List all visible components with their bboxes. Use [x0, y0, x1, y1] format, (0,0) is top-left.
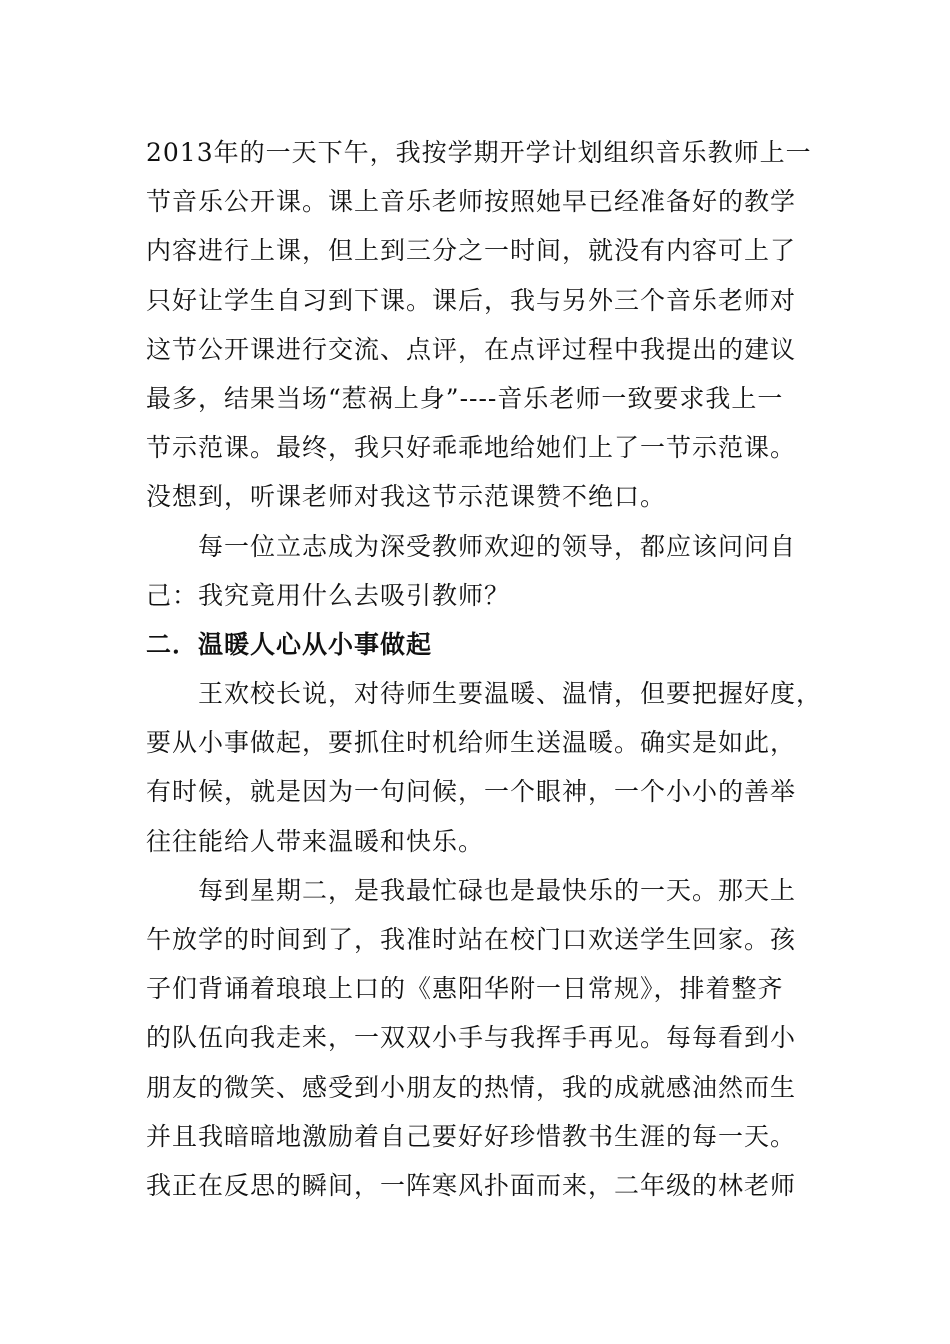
text-line: 我正在反思的瞬间，一阵寒风扑面而来，二年级的林老师 [146, 1170, 797, 1200]
text-line: 2013年的一天下午，我按学期开学计划组织音乐教师上一 [146, 138, 812, 167]
text-line: 的队伍向我走来，一双双小手与我挥手再见。每每看到小 [146, 1023, 797, 1053]
text-line: 己：我究竟用什么去吸引教师？ [146, 580, 511, 610]
text-line: 朋友的微笑、感受到小朋友的热情，我的成就感油然而生 [146, 1072, 797, 1102]
text-line: 午放学的时间到了，我准时站在校门口欢送学生回家。孩 [146, 925, 797, 954]
text-line: 有时候，就是因为一句问候，一个眼神，一个小小的善举 [146, 777, 797, 807]
text-line: 节音乐公开课。课上音乐老师按照她早已经准备好的教学 [146, 187, 797, 217]
text-line: 这节公开课进行交流、点评，在点评过程中我提出的建议 [146, 334, 797, 364]
text-line: 王欢校长说，对待师生要温暖、温情，但要把握好度， [146, 679, 823, 709]
paragraph [146, 669, 826, 866]
paragraph [146, 866, 826, 1210]
document-body [146, 128, 826, 1210]
text-line: 每一位立志成为深受教师欢迎的领导，都应该问问自 [146, 531, 797, 561]
text-line: 只好让学生自习到下课。课后，我与另外三个音乐老师对 [146, 285, 797, 315]
text-line: 要从小事做起，要抓住时机给师生送温暖。确实是如此， [146, 728, 797, 758]
text-line: 每到星期二，是我最忙碌也是最快乐的一天。那天上 [146, 875, 797, 905]
text-line: 内容进行上课，但上到三分之一时间，就没有内容可上了 [146, 236, 797, 266]
text-line: 节示范课。最终，我只好乖乖地给她们上了一节示范课。 [146, 433, 797, 463]
paragraph [146, 128, 826, 522]
text-line: 没想到，听课老师对我这节示范课赞不绝口。 [146, 482, 667, 512]
text-line: 往往能给人带来温暖和快乐。 [146, 826, 485, 856]
text-line: 子们背诵着琅琅上口的《惠阳华附一日常规》，排着整齐 [146, 974, 784, 1004]
text-line: 最多，结果当场“惹祸上身”----音乐老师一致要求我上一 [146, 383, 784, 413]
paragraph [146, 522, 826, 620]
section-heading: 二．温暖人心从小事做起 [146, 629, 433, 659]
text-line: 并且我暗暗地激励着自己要好好珍惜教书生涯的每一天。 [146, 1121, 797, 1151]
